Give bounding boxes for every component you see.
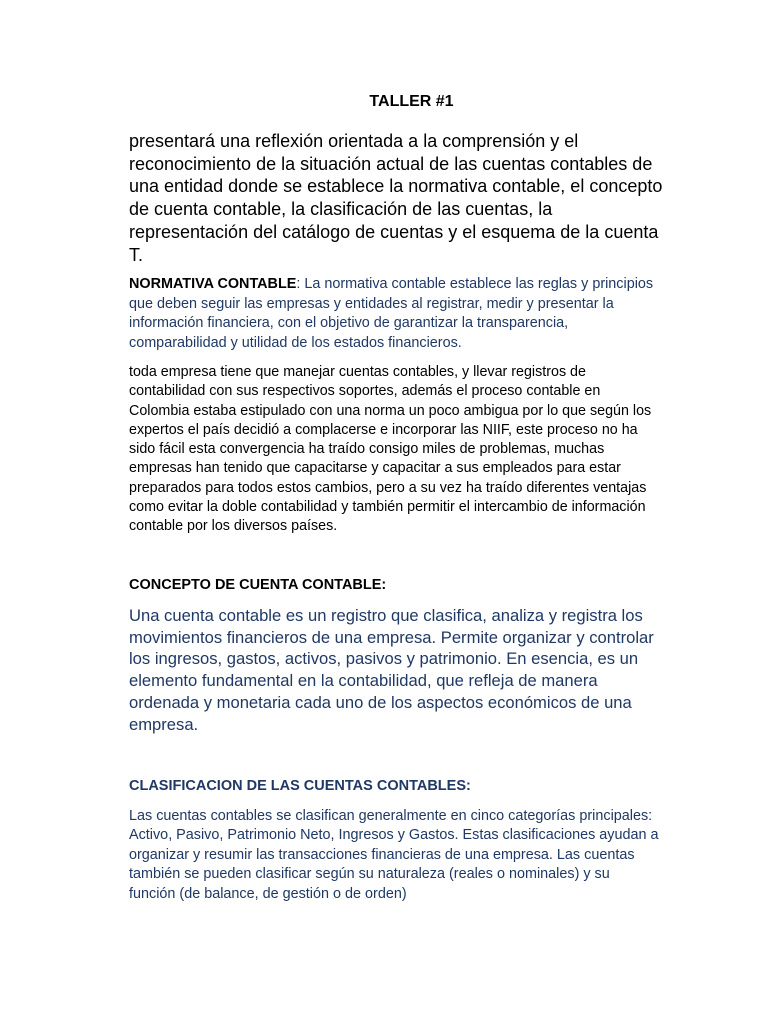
empresa-paragraph: toda empresa tiene que manejar cuentas contables, y llevar registros de contabilidad con sus respectivos soportes, además el proceso contable en Colombia estaba estipulado con una norma un poco ambigua por lo que según los expertos el país decidió a complacerse e incorporar las NIIF, este proceso no ha sido fácil esta convergencia ha traído consigo miles de problemas, muchas empresas han tenido que capacitarse y capacitar a sus empleados para estar preparados para todos estos cambios, pero a su vez ha traído diferentes ventajas como evitar la doble contabilidad y también permitir el intercambio de información contable por los diversos países.	[129, 364, 652, 535]
page-title: TALLER #1	[369, 93, 454, 110]
normativa-section	[129, 275, 659, 353]
concepto-body: Una cuenta contable es un registro que clasifica, analiza y registra los movimientos financieros de una empresa. Permite organizar y controlar los ingresos, gastos, activos, pasivos y patrimonio. En esencia, es un elemento fundamental en la contabilidad, que refleja de manera ordenada y monetaria cada uno de los aspectos económicos de una empresa.	[129, 606, 654, 734]
normativa-body: : La normativa contable establece las reglas y principios que deben seguir las empresas y entidades al registrar, medir y presentar la información financiera, con el objetivo de garantizar la transparencia, comparabilidad y utilidad de los estados financieros.	[129, 276, 654, 351]
intro-paragraph: presentará una reflexión orientada a la comprensión y el reconocimiento de la situación actual de las cuentas contables de una entidad donde se establece la normativa contable, el concepto de cuenta contable, la clasificación de las cuentas, la representación del catálogo de cuentas y el esquema de la cuenta T.	[129, 131, 663, 265]
clasificacion-body: Las cuentas contables se clasifican generalmente en cinco categorías principales: Activo, Pasivo, Patrimonio Neto, Ingresos y Gastos. Estas clasificaciones ayudan a organizar y resumir las transacciones financieras de una empresa. Las cuentas también se pueden clasificar según su naturaleza (reales o nominales) y su función (de balance, de gestión o de orden)	[129, 808, 659, 902]
concepto-heading: CONCEPTO DE CUENTA CONTABLE:	[129, 577, 387, 593]
clasificacion-heading: CLASIFICACION DE LAS CUENTAS CONTABLES:	[129, 778, 471, 794]
normativa-heading: NORMATIVA CONTABLE	[129, 276, 297, 292]
